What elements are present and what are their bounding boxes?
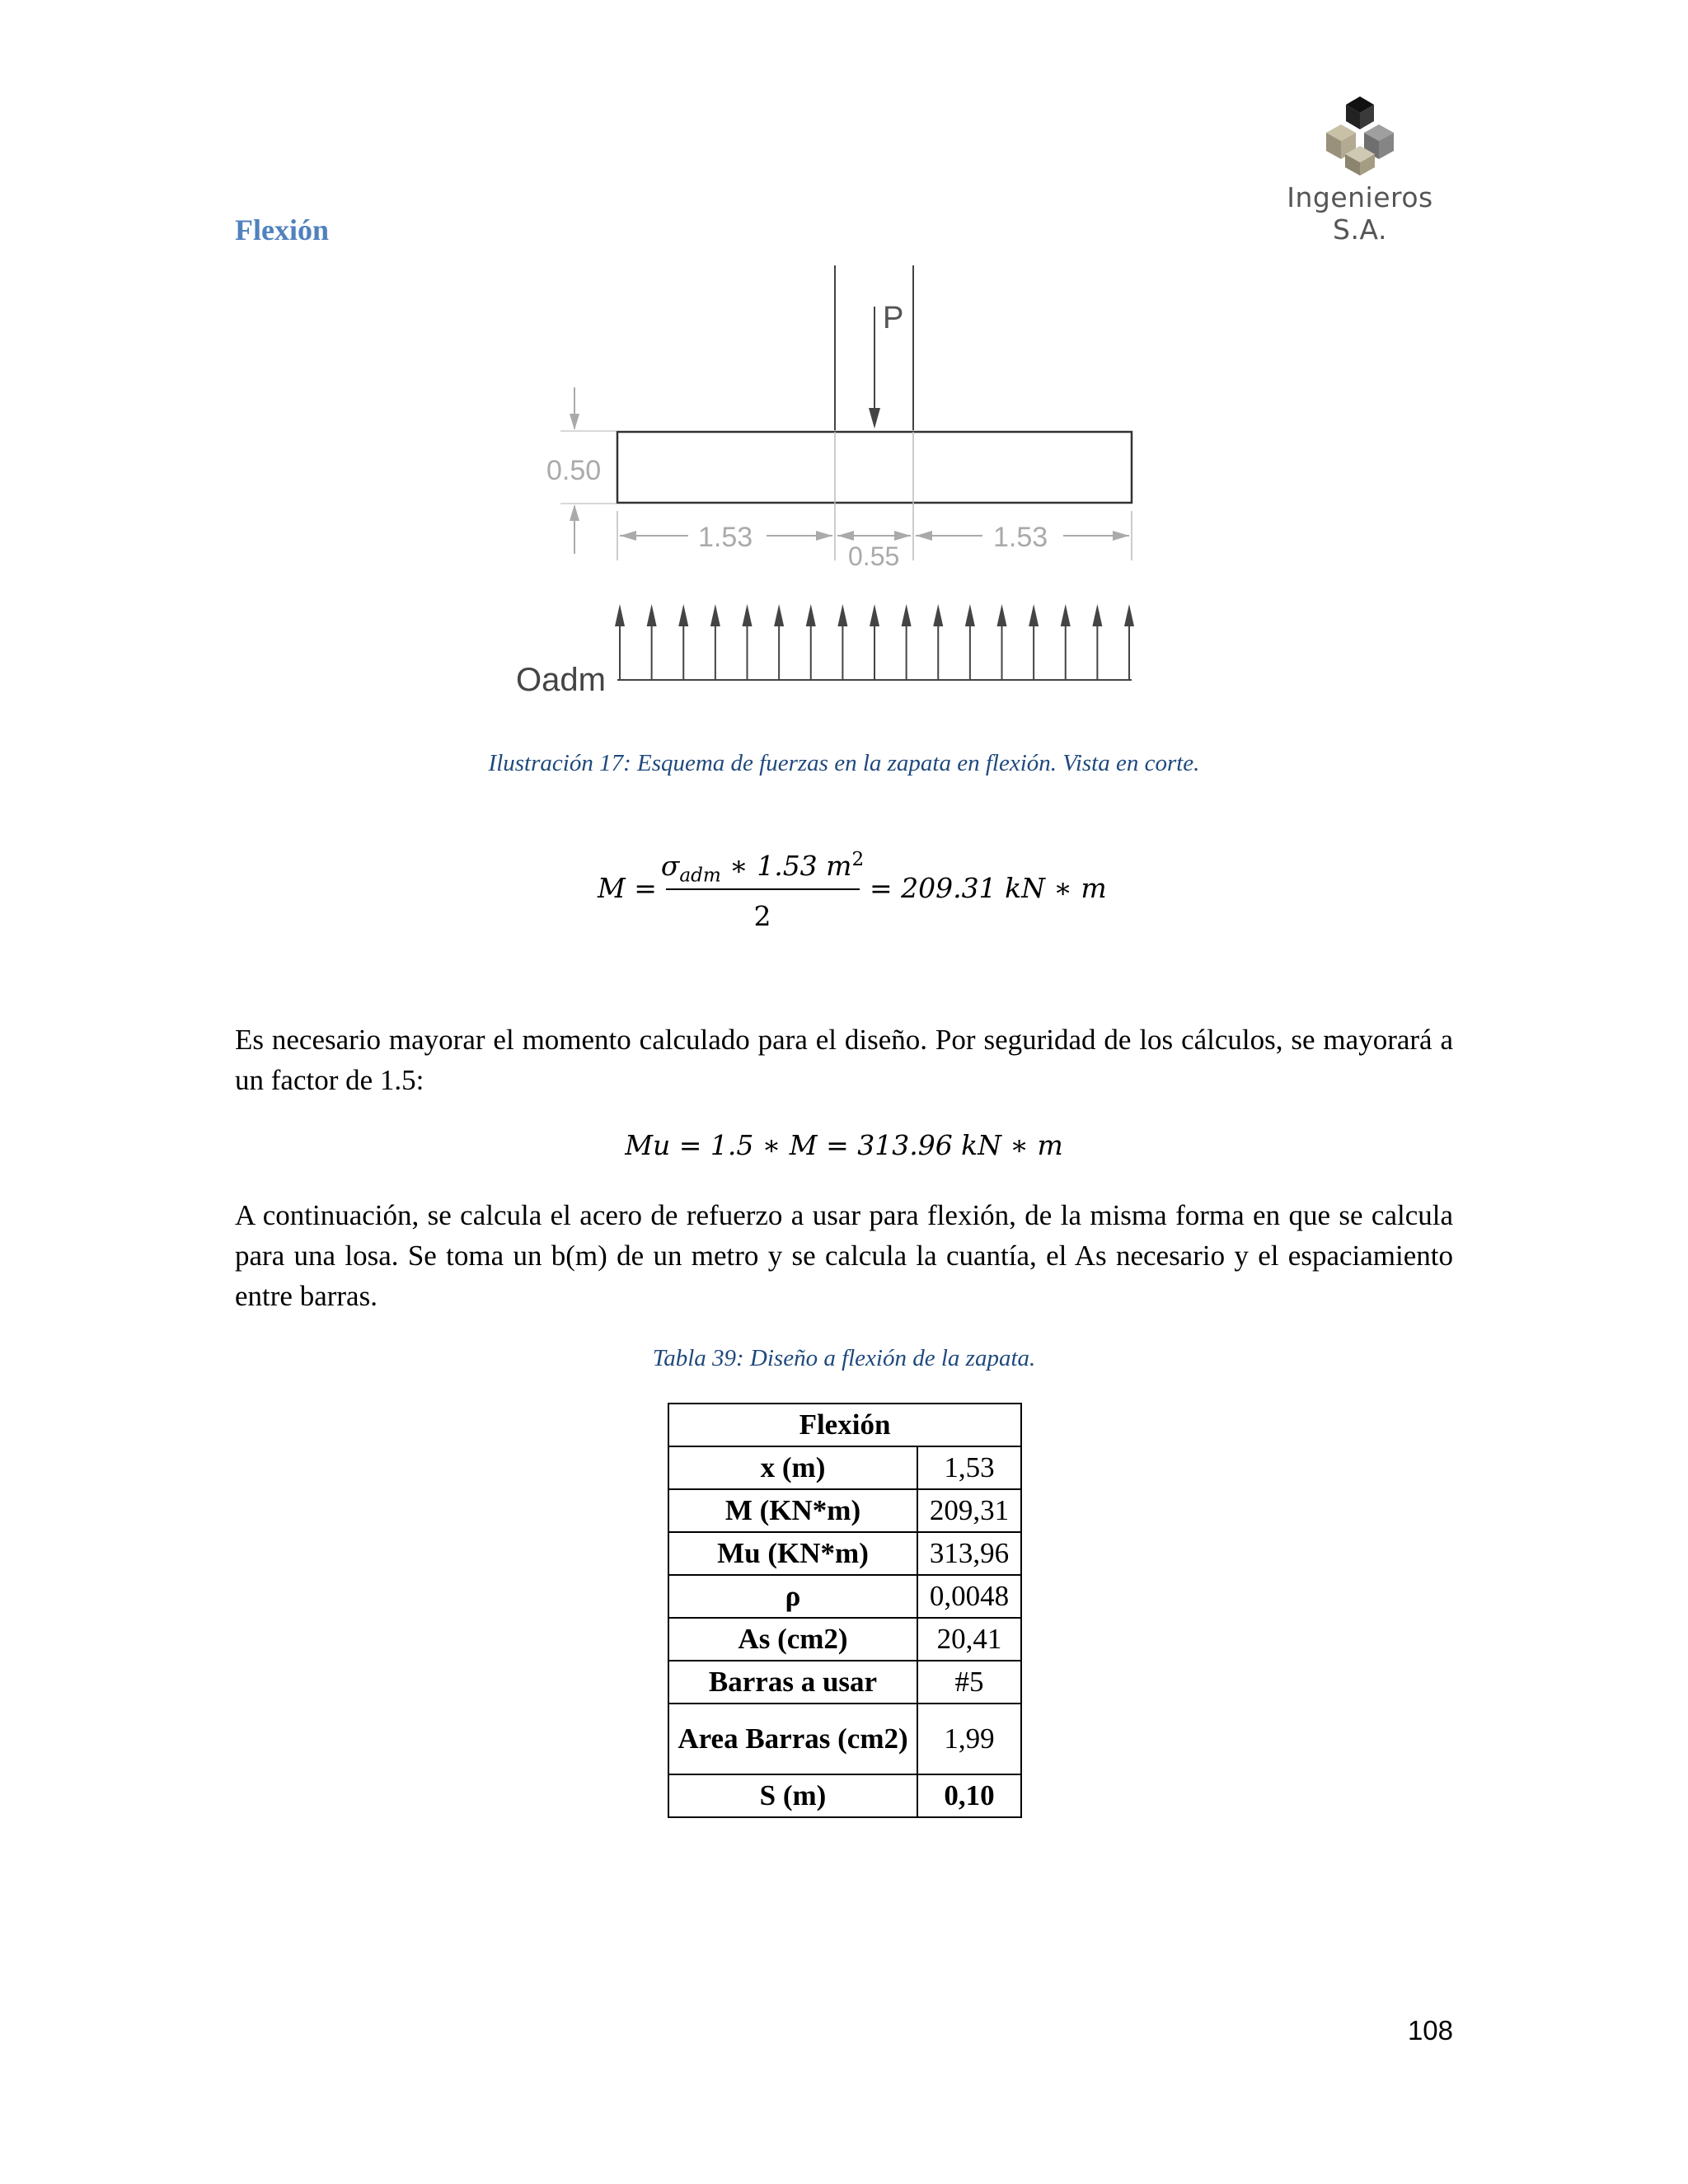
row-label: x (m) — [668, 1446, 917, 1489]
right-span-label: 1.53 — [993, 522, 1048, 553]
pressure-arrowhead — [1124, 604, 1134, 626]
fraction-bar — [666, 888, 860, 890]
row-label: As (cm2) — [668, 1618, 917, 1661]
moment-equation — [593, 841, 1107, 940]
company-logo — [1269, 95, 1451, 246]
row-label: Area Barras (cm2) — [668, 1704, 917, 1774]
cube-logo-icon — [1323, 95, 1397, 177]
pressure-arrowhead — [997, 604, 1007, 626]
pressure-arrowhead — [1029, 604, 1039, 626]
pressure-arrowhead — [710, 604, 720, 626]
pressure-arrowhead — [933, 604, 943, 626]
footing-flexure-diagram — [462, 251, 1286, 713]
paragraph-2: A continuación, se calcula el acero de refuerzo a usar para flexión, de la misma forma en que se calcula para una losa. Se toma un b(m) de un metro y se calcula la cuantía, el As necesario y el espaciamiento entre barras. — [235, 1199, 1453, 1312]
load-label: P — [883, 301, 904, 335]
table-row — [668, 1532, 1021, 1575]
table-row — [668, 1704, 1021, 1774]
row-label: ρ — [668, 1575, 917, 1618]
row-label: Mu (KN*m) — [668, 1532, 917, 1575]
row-value: 0,10 — [917, 1774, 1021, 1817]
row-value: 1,99 — [917, 1704, 1021, 1774]
eq1-num-rest: ∗ 1.53 m — [720, 850, 852, 882]
ultimate-moment-equation: Mu = 1.5 ∗ M = 313.96 kN ∗ m — [625, 1129, 1063, 1161]
eq1-numerator — [659, 849, 865, 887]
pressure-arrowhead — [837, 604, 847, 626]
table-row — [668, 1618, 1021, 1661]
soil-pressure-arrows — [615, 604, 1134, 680]
section-heading: Flexión — [235, 213, 329, 246]
pressure-arrowhead — [965, 604, 975, 626]
eq1-sigma: σ — [660, 850, 680, 882]
eq1-sub: adm — [679, 865, 721, 887]
table-row — [668, 1489, 1021, 1532]
eq1-rhs: = 209.31 kN ∗ m — [870, 872, 1107, 904]
pressure-arrowhead — [615, 604, 625, 626]
row-value: #5 — [917, 1661, 1021, 1704]
table-header-row — [668, 1404, 1021, 1446]
pressure-arrowhead — [1092, 604, 1102, 626]
table-title: Flexión — [668, 1404, 1021, 1446]
center-span-label: 0.55 — [848, 541, 900, 571]
row-value: 313,96 — [917, 1532, 1021, 1575]
row-value: 20,41 — [917, 1618, 1021, 1661]
eq1-denominator: 2 — [753, 900, 771, 932]
pressure-arrowhead — [1061, 604, 1071, 626]
row-value: 209,31 — [917, 1489, 1021, 1532]
pressure-arrowhead — [678, 604, 688, 626]
table-row — [668, 1446, 1021, 1489]
paragraph-1: Es necesario mayorar el momento calculado para el diseño. Por seguridad de los cálculos, se mayorará a un factor de 1.5: — [235, 1024, 1453, 1096]
eq1-sup: 2 — [851, 849, 865, 870]
row-label: S (m) — [668, 1774, 917, 1817]
left-span-label: 1.53 — [698, 522, 753, 553]
row-value: 1,53 — [917, 1446, 1021, 1489]
row-label: Barras a usar — [668, 1661, 917, 1704]
flexure-design-table — [668, 1403, 1022, 1818]
pressure-label: Oadm — [516, 662, 606, 698]
footing-section — [617, 432, 1132, 503]
pressure-arrowhead — [774, 604, 784, 626]
table-caption: Tabla 39: Diseño a flexión de la zapata. — [652, 1345, 1036, 1371]
row-value: 0,0048 — [917, 1575, 1021, 1618]
page-number: 108 — [1407, 2015, 1453, 2046]
pressure-arrowhead — [870, 604, 879, 626]
table-row — [668, 1575, 1021, 1618]
pressure-arrowhead — [743, 604, 753, 626]
pressure-arrowhead — [902, 604, 912, 626]
row-label: M (KN*m) — [668, 1489, 917, 1532]
table-row — [668, 1774, 1021, 1817]
eq1-lhs: M = — [598, 872, 657, 904]
pressure-arrowhead — [647, 604, 657, 626]
logo-text: Ingenieros S.A. — [1287, 181, 1433, 246]
pressure-arrowhead — [806, 604, 816, 626]
table-row — [668, 1661, 1021, 1704]
height-dimension-label: 0.50 — [546, 455, 602, 486]
figure-caption: Ilustración 17: Esquema de fuerzas en la zapata en flexión. Vista en corte. — [488, 750, 1200, 776]
